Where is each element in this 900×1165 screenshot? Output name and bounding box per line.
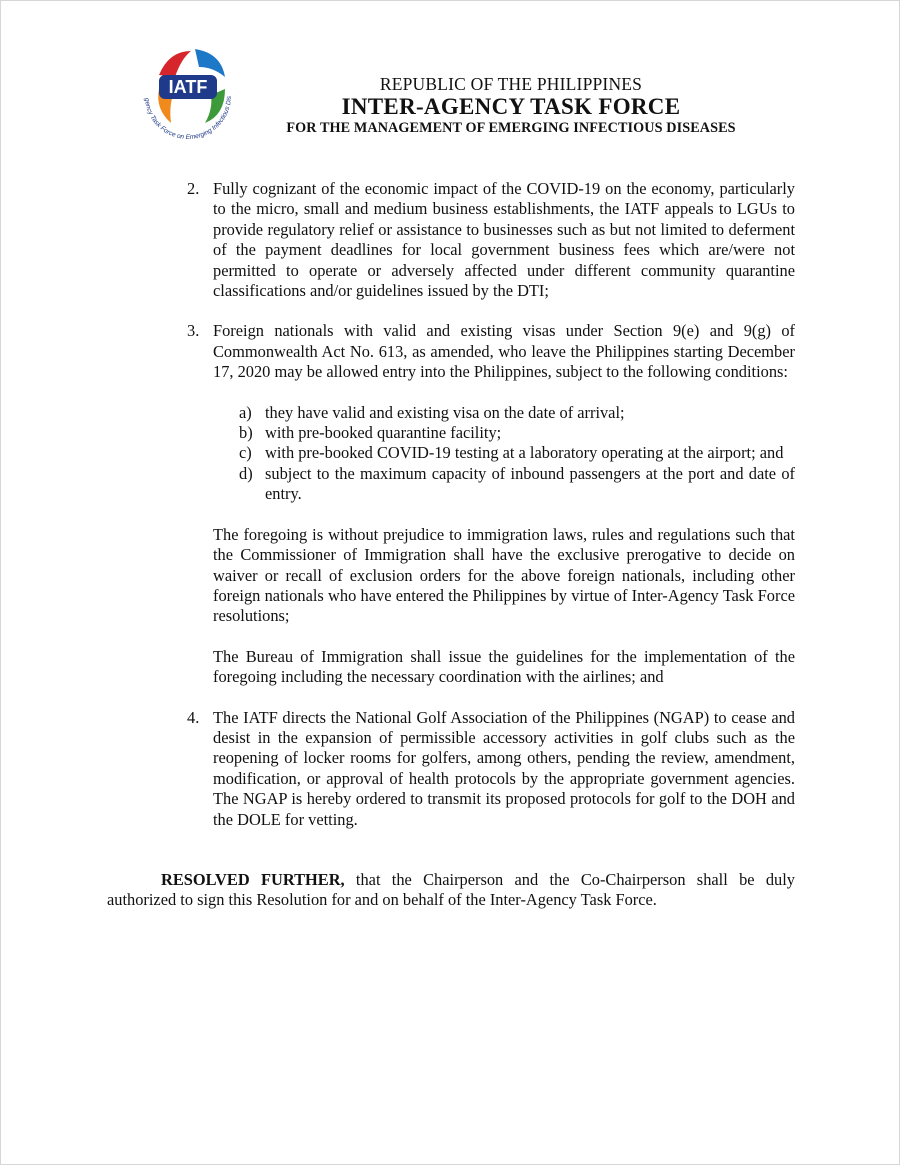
iatf-logo (129, 37, 247, 155)
condition-text: subject to the maximum capacity of inbound passengers at the port and date of entry. (265, 463, 795, 504)
resolved-lead: RESOLVED FURTHER, (161, 869, 345, 889)
logo-ring-text: gency Task Force on Emerging Infectious Dis (143, 95, 234, 142)
resolved-text: that the Chairperson and the Co-Chairperson shall be duly authorized to sign this Resolution for and on behalf of the Inter-Agency Task Force. (107, 869, 795, 910)
condition-letter: b) (239, 423, 253, 443)
condition-text: with pre-booked COVID-19 testing at a laboratory operating at the airport; and (265, 443, 784, 463)
numbered-item (107, 708, 795, 830)
condition-item (239, 443, 795, 463)
header-agency: INTER-AGENCY TASK FORCE (341, 94, 681, 119)
logo-wordmark: IATF (168, 77, 208, 97)
condition-item (239, 402, 795, 423)
resolved-further-paragraph (107, 870, 795, 911)
item3-paragraph: The Bureau of Immigration shall issue the guidelines for the implementation of the foregoing including the necessary coordination with the airlines; and (213, 646, 795, 687)
condition-item (239, 423, 795, 443)
condition-letter: d) (239, 463, 253, 483)
document-body (107, 179, 795, 927)
condition-text: with pre-booked quarantine facility; (265, 423, 502, 443)
numbered-item (107, 321, 795, 504)
conditions-list (213, 403, 795, 505)
condition-text: they have valid and existing visa on the date of arrival; (265, 402, 625, 422)
item-text: Fully cognizant of the economic impact of the COVID-19 on the economy, particularly to the micro, small and medium business establishments, the IATF appeals to LGUs to provide regulatory relief or assistance to businesses such as but not limited to deferment of the payment deadlines for local government business fees which are/were not permitted to operate or adversely affected under different community quarantine classifications and/or guidelines issued by the DTI; (213, 179, 795, 301)
item-number: 4. (187, 707, 200, 727)
header-republic: REPUBLIC OF THE PHILIPPINES (379, 74, 643, 94)
letterhead (251, 73, 771, 138)
condition-item (239, 463, 795, 505)
item-text: The IATF directs the National Golf Association of the Philippines (NGAP) to cease and desist in the expansion of permissible accessory activities in golf clubs such as the reopening of locker rooms for golfers, among others, pending the review, amendment, modification, or approval of health protocols by the appropriate government agencies. The NGAP is hereby ordered to transmit its proposed protocols for golf to the DOH and the DOLE for vetting. (213, 707, 795, 829)
header-management: FOR THE MANAGEMENT OF EMERGING INFECTIOUS DISEASES (286, 120, 736, 136)
condition-letter: c) (239, 443, 252, 463)
item-text: Foreign nationals with valid and existing visas under Section 9(e) and 9(g) of Commonwealth Act No. 613, as amended, who leave the Philippines starting December 17, 2020 may be allowed entry into the Philippines, subject to the following conditions: (213, 321, 795, 382)
iatf-emblem-icon (129, 37, 247, 155)
item-number: 2. (187, 179, 200, 198)
numbered-item (107, 179, 795, 301)
item-number: 3. (187, 321, 200, 341)
condition-letter: a) (239, 402, 252, 422)
item3-paragraph: The foregoing is without prejudice to immigration laws, rules and regulations such that the Commissioner of Immigration shall have the exclusive prerogative to decide on waiver or recall of exclusion orders for the above foreign nationals, including other foreign nationals who have entered the Philippines by virtue of Inter-Agency Task Force resolutions; (213, 524, 795, 626)
